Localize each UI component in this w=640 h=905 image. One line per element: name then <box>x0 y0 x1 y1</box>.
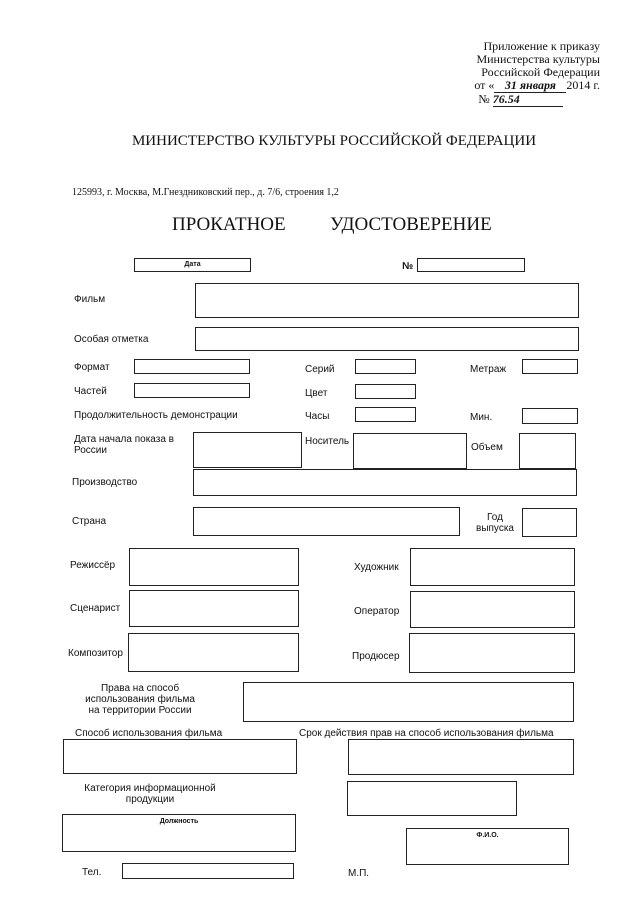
hours-box[interactable] <box>355 407 416 422</box>
appendix-line3: Российской Федерации <box>481 65 600 79</box>
phone-box[interactable] <box>122 863 294 879</box>
film-box[interactable] <box>195 283 579 318</box>
series-box[interactable] <box>355 359 416 374</box>
document-title-word2: УДОСТОВЕРЕНИЕ <box>330 214 492 235</box>
phone-label: Тел. <box>82 867 102 878</box>
screenwriter-label: Сценарист <box>70 603 121 614</box>
footage-label: Метраж <box>470 364 507 375</box>
color-box[interactable] <box>355 384 416 399</box>
volume-box[interactable] <box>519 433 576 469</box>
screenwriter-box[interactable] <box>129 590 299 627</box>
number-box[interactable] <box>417 258 525 272</box>
appendix-number-line <box>474 93 600 107</box>
start-date-label-line1: Дата начала показа в <box>74 434 174 445</box>
rights-box[interactable] <box>243 682 574 722</box>
carrier-box[interactable] <box>353 433 467 469</box>
date-year: 2014 г. <box>566 78 600 92</box>
rights-label-line2: использования фильма <box>85 694 195 705</box>
hours-label: Часы <box>305 411 330 422</box>
rights-label <box>60 683 220 716</box>
number-prefix: № <box>478 92 490 106</box>
composer-box[interactable] <box>128 633 299 672</box>
duration-label: Продолжительность демонстрации <box>74 410 238 421</box>
country-box[interactable] <box>193 507 460 536</box>
country-label: Страна <box>72 516 107 527</box>
carrier-label: Носитель <box>305 436 350 447</box>
format-box[interactable] <box>134 359 250 374</box>
usage-method-box[interactable] <box>63 739 297 774</box>
usage-method-label: Способ использования фильма <box>75 728 223 739</box>
category-label <box>70 783 230 805</box>
production-box[interactable] <box>193 469 577 496</box>
producer-label: Продюсер <box>352 651 400 662</box>
parts-box[interactable] <box>134 383 250 398</box>
number-handwritten: 76.54 <box>493 93 563 107</box>
appendix-block <box>474 40 600 107</box>
number-label: № <box>402 261 414 272</box>
operator-label: Оператор <box>354 606 400 617</box>
artist-box[interactable] <box>410 548 575 586</box>
position-box[interactable]: Должность <box>62 814 296 852</box>
appendix-line1: Приложение к приказу <box>483 39 600 53</box>
year-label-line2: выпуска <box>476 523 514 534</box>
format-label: Формат <box>74 362 110 373</box>
appendix-date-line <box>474 79 600 93</box>
production-label: Производство <box>72 477 138 488</box>
rights-term-label: Срок действия прав на способ использования фильма <box>299 728 554 739</box>
composer-label: Композитор <box>68 648 123 659</box>
rights-label-line1: Права на способ <box>100 683 180 694</box>
address: 125993, г. Москва, М.Гнездниковский пер., д. 7/6, строения 1,2 <box>72 187 339 198</box>
series-label: Серий <box>305 364 335 375</box>
volume-label: Объем <box>471 442 503 453</box>
parts-label: Частей <box>74 386 107 397</box>
director-box[interactable] <box>129 548 299 586</box>
footage-box[interactable] <box>522 359 578 374</box>
color-label: Цвет <box>305 388 328 399</box>
fio-box[interactable]: Ф.И.О. <box>406 828 569 865</box>
rights-label-line3: на территории России <box>88 705 192 716</box>
year-box[interactable] <box>522 508 577 537</box>
date-prefix: от « <box>474 78 495 92</box>
category-label-line2: продукции <box>125 794 175 805</box>
seal-label: М.П. <box>348 868 370 879</box>
start-date-box[interactable] <box>193 432 302 468</box>
minutes-box[interactable] <box>522 408 578 424</box>
document-title-word1: ПРОКАТНОЕ <box>172 214 286 235</box>
operator-box[interactable] <box>410 591 575 628</box>
year-label-line1: Год <box>487 512 503 523</box>
artist-label: Художник <box>354 562 399 573</box>
date-box[interactable]: Дата <box>134 258 251 272</box>
producer-box[interactable] <box>409 633 575 673</box>
rights-term-box[interactable] <box>348 739 574 775</box>
minutes-label: Мин. <box>470 412 493 423</box>
date-handwritten: 31 января <box>494 79 566 93</box>
appendix-line2: Министерства культуры <box>476 52 600 66</box>
start-date-label-line2: России <box>74 445 107 456</box>
director-label: Режиссёр <box>70 560 116 571</box>
film-label: Фильм <box>74 294 106 305</box>
special-mark-label: Особая отметка <box>74 334 149 345</box>
category-label-line1: Категория информационной <box>84 783 216 794</box>
special-mark-box[interactable] <box>195 327 579 351</box>
ministry-title: МИНИСТЕРСТВО КУЛЬТУРЫ РОССИЙСКОЙ ФЕДЕРАЦИИ <box>131 133 537 149</box>
start-date-label <box>74 434 174 456</box>
category-box[interactable] <box>347 781 517 816</box>
year-label <box>473 512 517 534</box>
